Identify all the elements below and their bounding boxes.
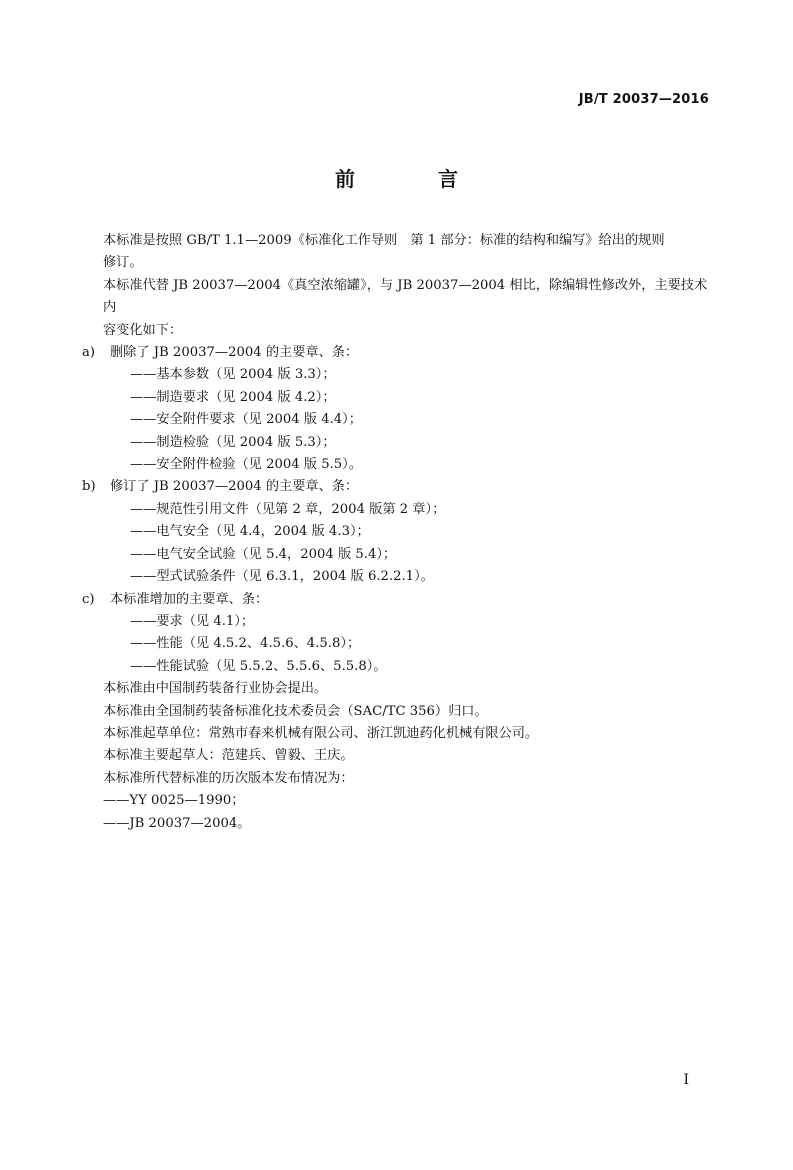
paragraph-1-line-2: 修订。 — [103, 255, 143, 271]
change-list-item: ——安全附件检验（见 2004 版 5.5）。 — [130, 457, 362, 473]
drafting-org-paragraph: 本标准起草单位：常熟市春来机械有限公司、浙江凯迪药化机械有限公司。 — [103, 725, 539, 741]
proposer-paragraph: 本标准由中国制药装备行业协会提出。 — [103, 681, 328, 697]
history-intro-paragraph: 本标准所代替标准的历次版本发布情况为： — [103, 770, 354, 786]
list-heading-text: 修订了 JB 20037—2004 的主要章、条： — [110, 479, 359, 495]
change-list-item: ——基本参数（见 2004 版 3.3）； — [130, 367, 336, 383]
change-list-item: ——性能（见 4.5.2、4.5.6、4.5.8）； — [130, 636, 361, 652]
change-list-item: ——要求（见 4.1）； — [130, 613, 255, 629]
change-list-item: ——制造要求（见 2004 版 4.2）； — [130, 389, 336, 405]
list-letter: c) — [82, 591, 95, 607]
change-list-item: ——型式试验条件（见 6.3.1，2004 版 6.2.2.1）。 — [130, 569, 434, 585]
change-list-item: ——规范性引用文件（见第 2 章，2004 版第 2 章）； — [130, 501, 446, 517]
change-list-b-heading — [82, 476, 715, 498]
history-item: ——YY 0025—1990； — [103, 793, 245, 809]
change-list-item: ——制造检验（见 2004 版 5.3）； — [130, 434, 336, 450]
list-heading-text: 删除了 JB 20037—2004 的主要章、条： — [110, 345, 359, 361]
page-title: 前 言 — [335, 167, 496, 191]
paragraph-2-line-1: 本标准代替 JB 20037—2004《真空浓缩罐》，与 JB 20037—2004 相比，除编辑性修改外，主要技术内 — [103, 277, 708, 316]
change-list-item: ——安全附件要求（见 2004 版 4.4）； — [130, 412, 362, 428]
paragraph-1-line-1: 本标准是按照 GB/T 1.1—2009《标准化工作导则 第 1 部分：标准的结构和编写》给出的规则 — [103, 233, 665, 248]
change-list-item: ——电气安全（见 4.4，2004 版 4.3）； — [130, 524, 370, 540]
change-list-a-heading — [82, 342, 715, 364]
centralized-paragraph: 本标准由全国制药装备标准化技术委员会（SAC/TC 356）归口。 — [103, 703, 488, 719]
foreword-body — [82, 230, 715, 835]
page-number: I — [683, 1072, 689, 1088]
document-code: JB/T 20037—2016 — [578, 92, 709, 107]
list-letter: a) — [82, 345, 96, 361]
change-list-c-heading — [82, 589, 715, 611]
change-list-item: ——电气安全试验（见 5.4，2004 版 5.4）； — [130, 546, 397, 562]
list-heading-text: 本标准增加的主要章、条： — [110, 591, 269, 607]
drafters-paragraph: 本标准主要起草人：范建兵、曾毅、王庆。 — [103, 748, 354, 764]
history-item: ——JB 20037—2004。 — [103, 815, 251, 831]
change-list-item: ——性能试验（见 5.5.2、5.5.6、5.5.8）。 — [130, 658, 387, 674]
list-letter: b) — [82, 479, 96, 495]
paragraph-2-line-2: 容变化如下： — [103, 322, 183, 338]
